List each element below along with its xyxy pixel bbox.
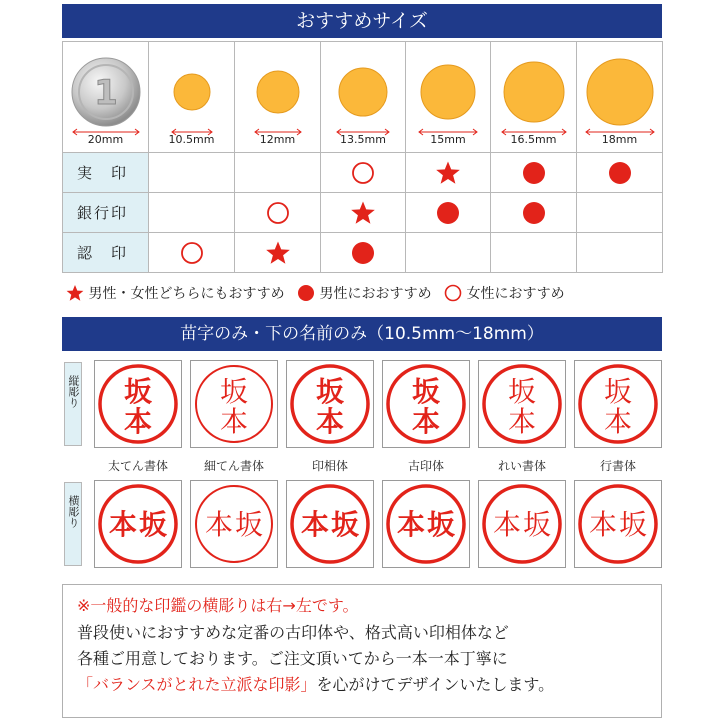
svg-text:坂: 坂 [507,375,537,408]
svg-text:坂: 坂 [315,375,345,408]
usage-cell [235,233,321,273]
svg-text:坂: 坂 [522,508,552,541]
typeface-label: 古印体 [407,459,444,473]
usage-cell [406,233,491,273]
notes-line-2: 各種ご用意しております。ご注文頂いてから一本一本丁寧に [77,649,508,668]
notes-highlight: 「バランスがとれた立派な印影」 [77,675,317,694]
horizontal-engraving-label: 横彫り [64,482,82,566]
typeface-label: 行書体 [599,459,636,473]
horizontal-stamp-4 [478,480,566,568]
usage-cell [321,233,406,273]
size-label: 20mm [87,133,124,146]
svg-text:本: 本 [492,508,522,541]
size-label: 10.5mm [168,133,215,146]
usage-cell [406,193,491,233]
size-header-12mm [235,42,321,153]
horizontal-stamp-5 [574,480,662,568]
usage-cell [149,233,235,273]
seal-impression-icon [383,481,469,567]
vertical-stamp-0 [94,360,182,448]
filled-circle-icon [521,200,547,226]
seal-impression-icon [95,481,181,567]
notes-line-3-rest: を心がけてデザインいたします。 [316,675,555,694]
svg-text:本: 本 [123,405,153,438]
recommended-size-title: おすすめサイズ [296,10,428,32]
filled-circle-icon [297,284,315,302]
size-label: 15mm [430,133,466,146]
usage-cell [577,233,663,273]
size-table [62,41,663,273]
svg-text:本: 本 [300,508,330,541]
seal-impression-icon [575,361,661,447]
notes-heading: ※一般的な印鑑の横彫りは右→左です。 [77,596,359,615]
size-header-13-5mm [321,42,406,153]
seal-impression-icon [383,361,469,447]
filled-circle-icon [350,240,376,266]
size-label: 18mm [601,133,638,146]
usage-cell [491,153,577,193]
svg-text:坂: 坂 [330,508,360,541]
usage-cell [149,153,235,193]
svg-text:本: 本 [588,508,618,541]
size-header-18mm [577,42,663,153]
recommended-size-banner [62,4,662,38]
seal-impression-icon [95,361,181,447]
size-label: 13.5mm [340,133,386,146]
seal-impression-icon [191,481,277,567]
legend-filled-text: 男性におおすすめ [319,286,432,302]
size-label: 12mm [259,133,296,146]
svg-text:本: 本 [411,405,441,438]
notes-line-3 [77,672,647,698]
usage-cell [491,193,577,233]
svg-text:坂: 坂 [219,375,249,408]
usage-cell [406,153,491,193]
filled-circle-icon [521,160,547,186]
filled-circle-icon [435,200,461,226]
svg-text:坂: 坂 [411,375,441,408]
name-only-title: 苗字のみ・下の名前のみ（10.5mm〜18mm） [180,324,544,344]
typeface-label: 印相体 [311,459,348,473]
svg-text:本: 本 [603,405,633,438]
filled-circle-icon [607,160,633,186]
open-circle-icon [179,240,205,266]
svg-text:本: 本 [396,508,426,541]
svg-text:坂: 坂 [603,375,633,408]
size-header-20mm [63,42,149,153]
typeface-label: れい書体 [497,459,546,473]
usage-cell [321,193,406,233]
usage-row [63,153,663,193]
notes-box [62,584,662,718]
vertical-stamp-1 [190,360,278,448]
usage-cell [149,193,235,233]
seal-impression-icon [191,361,277,447]
legend [66,283,666,305]
usage-row-label: 実 印 [63,153,149,193]
vertical-stamp-3 [382,360,470,448]
star-icon [66,284,84,302]
horizontal-stamp-3 [382,480,470,568]
usage-row [63,233,663,273]
usage-cell [235,193,321,233]
open-circle-icon [444,284,462,302]
usage-cell [321,153,406,193]
svg-text:坂: 坂 [618,508,648,541]
vertical-stamp-2 [286,360,374,448]
svg-text:本: 本 [108,508,138,541]
open-circle-icon [265,200,291,226]
size-label: 16.5mm [510,133,557,146]
usage-cell [577,153,663,193]
open-circle-icon [350,160,376,186]
svg-text:坂: 坂 [234,508,264,541]
svg-text:1: 1 [94,73,118,113]
svg-text:坂: 坂 [138,508,168,541]
seal-impression-icon [575,481,661,567]
horizontal-stamp-1 [190,480,278,568]
vertical-stamp-5 [574,360,662,448]
svg-text:本: 本 [315,405,345,438]
seal-impression-icon [479,361,565,447]
vertical-stamp-4 [478,360,566,448]
svg-text:本: 本 [507,405,537,438]
vertical-engraving-label: 縦彫り [64,362,82,446]
name-only-banner [62,317,662,351]
usage-row-label: 銀行印 [63,193,149,233]
legend-star-text: 男性・女性どちらにもおすすめ [88,286,285,302]
svg-text:本: 本 [204,508,234,541]
star-icon [435,160,461,186]
legend-open-text: 女性におすすめ [466,286,565,302]
usage-cell [491,233,577,273]
usage-row-label: 認 印 [63,233,149,273]
size-header-15mm [406,42,491,153]
notes-line-1: 普段使いにおすすめな定番の古印体や、格式高い印相体など [77,623,509,642]
horizontal-stamp-0 [94,480,182,568]
star-icon [350,200,376,226]
seal-impression-icon [287,361,373,447]
typeface-label: 細てん書体 [203,459,264,473]
star-icon [265,240,291,266]
usage-row [63,193,663,233]
seal-impression-icon [479,481,565,567]
seal-impression-icon [287,481,373,567]
horizontal-stamp-2 [286,480,374,568]
usage-cell [235,153,321,193]
svg-text:坂: 坂 [123,375,153,408]
size-header-10-5mm [149,42,235,153]
size-header-16-5mm [491,42,577,153]
svg-text:坂: 坂 [426,508,456,541]
svg-text:本: 本 [219,405,249,438]
typeface-label: 太てん書体 [107,459,168,473]
usage-cell [577,193,663,233]
